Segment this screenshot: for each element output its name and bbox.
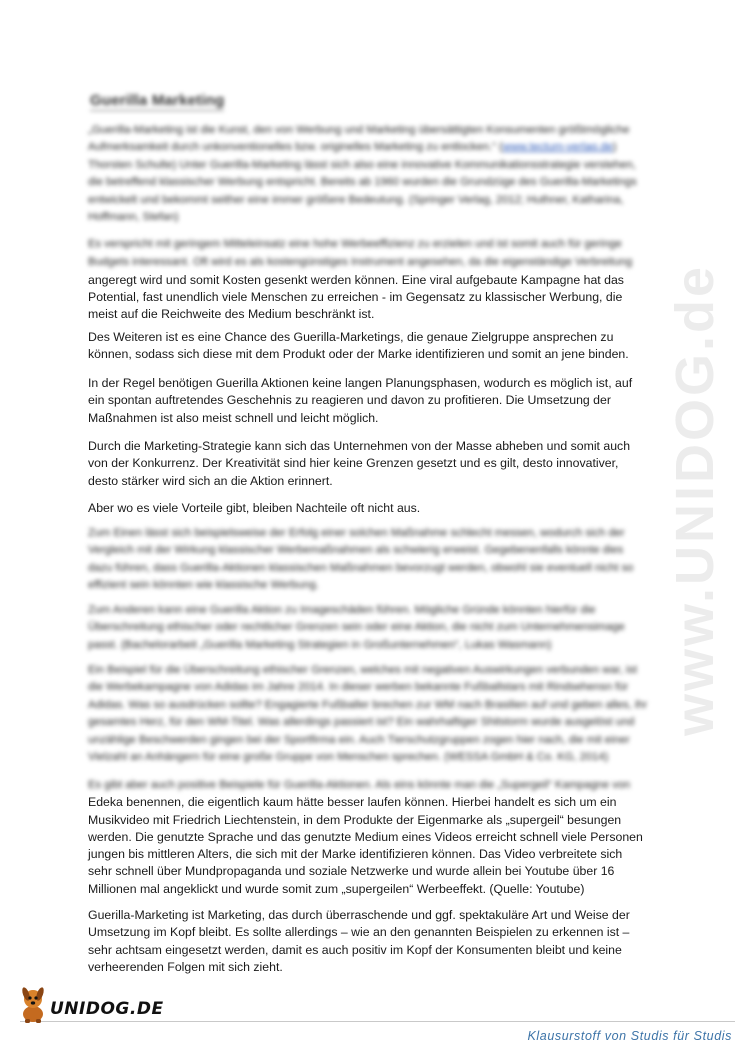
watermark: www.UNIDOG.de bbox=[665, 263, 725, 737]
dog-mascot-icon bbox=[18, 984, 48, 1024]
paragraph-creativity: Durch die Marketing-Strategie kann sich das Unternehmen von der Masse abheben und somit auch von der Konkurrenz. Der Kreativität sind hier keine Grenzen gesetzt und es gilt, desto innovativer, desto stärker wird sich an die Aktion erinnert. bbox=[88, 439, 631, 488]
footer-tagline: Klausurstoff von Studis für Studis bbox=[527, 1029, 732, 1043]
blurred-text: Es gibt aber auch positive Beispiele für Guerilla-Aktionen. Als eins könnte man die „Supergeil“ Kampagne von bbox=[88, 779, 631, 791]
paragraph-intro-quote: „Guerilla-Marketing ist die Kunst, den von Werbung und Marketing übersättigten Konsumenten größtmögliche Aufmerksamkeit durch unkonventionelles bzw. originelles Marketing zu entlocken.“ (www.tectum-verlag.de) Thorsten Schulte) Unter Guerilla-Marketing lässt sich also eine innovative Kommunikationsstrategie verstehen, die betreffend klassischer Werbung entspricht. Bereits ab 1960 wurden die Grundzüge des Guerilla-Marketings entwickelt und bekommt seither eine immer größere Bedeutung. (Springer Verlag, 2012; Huthner, Katharina, Hoffmann, Stefan) bbox=[88, 124, 637, 224]
logo-text: UNIDOG.DE bbox=[50, 999, 164, 1019]
source-link[interactable]: www.tectum-verlag.de bbox=[502, 141, 613, 154]
paragraph-edeka-example: Es gibt aber auch positive Beispiele für Guerilla-Aktionen. Als eins könnte man die „Supergeil“ Kampagne von Edeka benennen, die eigentlich kaum hätte besser laufen können. Hierbei handelt es sich um ein Musikvideo mit Friedrich Liechtenstein, in dem Produkte der Eigenmarke als „supergeil“ besungen werden. Die genutzte Sprache und das genutzte Medium eines Videos erreicht schnell viele Personen jungen bis mittleren Alters, die sich mit der Marke identifizieren können. Das Video verbreitete sich sehr schnell über Mundpropaganda und soziale Netzwerke und wurde allein bei Youtube über 16 Millionen mal angeklickt und wurde somit zum „supergeilen“ Werbeeffekt. (Quelle: Youtube) bbox=[88, 779, 643, 896]
paragraph-measurement: Zum Einen lässt sich beispielsweise der Erfolg einer solchen Maßnahme schlecht messen, wodurch sich der Vergleich mit der Wirkung klassischer Werbemaßnahmen als schwierig erweist. Gegebenenfalls könnte dies dazu führen, dass Guerilla-Aktionen klassischen Maßnahmen bevorzugt werden, obwohl sie eventuell nicht so effizient sein könnten wie klassische Werbung. bbox=[88, 527, 634, 592]
footer-logo bbox=[18, 984, 164, 1024]
paragraph-planning: In der Regel benötigen Guerilla Aktionen keine langen Planungsphasen, wodurch es möglich ist, auf ein spontan auftretendes Geschehnis zu reagieren und davon zu profitieren. Die Umsetzung der Maßnahmen ist also meist schnell und leicht möglich. bbox=[88, 376, 633, 425]
paragraph-cost-efficiency: Es verspricht mit geringem Mitteleinsatz eine hohe Werbeeffizienz zu erzielen und ist somit auch für geringe Budgets interessant. Oft wird es als kostengünstiges Instrument angesehen, da die eigenständige Verbreitung angeregt wird und somit Kosten gesenkt werden können. Eine viral aufgebaute Kampagne hat das Potential, fast unendlich viele Menschen zu erreichen - im Gegensatz zu klassischer Werbung, die meist auf die Reichweite des Medium beschränkt ist. bbox=[88, 238, 633, 322]
paragraph-target-group: Des Weiteren ist es eine Chance des Guerilla-Marketings, die genaue Zielgruppe ansprechen zu können, sodass sich diese mit dem Produkt oder der Marke identifizieren und somit an jene binden. bbox=[88, 330, 629, 362]
paragraph-image-damage: Zum Anderen kann eine Guerilla Aktion zu Imageschäden führen. Mögliche Gründe könnten hierfür die Überschreitung ethischer oder rechtlicher Grenzen sein oder eine Aktion, die nicht zum Unternehmensimage passt. (Bachelorarbeit „Guerilla Marketing Strategien in Großunternehmen“, Lukas Wasmann) bbox=[88, 604, 625, 651]
paragraph-conclusion: Guerilla-Marketing ist Marketing, das durch überraschende und ggf. spektakuläre Art und Weise der Umsetzung im Kopf bleibt. Es sollte allerdings – wie an den genannten Beispielen zu erkennen ist – sehr achtsam eingesetzt werden, damit es auch positiv im Kopf der Konsumenten bleibt und keine verheerenden Folgen mit sich zieht. bbox=[88, 908, 630, 974]
paragraph-adidas-example: Ein Beispiel für die Überschreitung ethischer Grenzen, welches mit negativen Auswirkungen verbunden war, ist die Werbekampagne von Adidas im Jahre 2014. In dieser werben bekannte Fußballstars mit Rindsehensn für Adidas. Was so ausdrücken sollte? Engagierte Fußballer brechen zur WM nach Brasilien auf und geben alles, ihr gesamtes Herz, für den WM-Titel. Was allerdings passiert ist? Ein wahrhaftiger Shitstorm wurde ausgelöst und unzählige Beschwerden gingen bei der Sportfirma ein. Auch Tierschutzgruppen zogen hier nach, die mit einer Vielzahl an Anhängern für eine große Gruppe von Menschen sprechen. (WESSA GmbH & Co. KG, 2014) bbox=[88, 664, 648, 764]
document-heading: Guerilla Marketing bbox=[90, 92, 225, 109]
paragraph-disadvantages-intro: Aber wo es viele Vorteile gibt, bleiben Nachteile oft nicht aus. bbox=[88, 501, 421, 515]
blurred-text: Es verspricht mit geringem Mitteleinsatz eine hohe Werbeeffizienz zu erzielen und ist somit auch für geringe Budgets interessant. Oft wird es als kostengünstiges Instrument angesehen, da die eigenständige Verbreitung bbox=[88, 238, 633, 269]
